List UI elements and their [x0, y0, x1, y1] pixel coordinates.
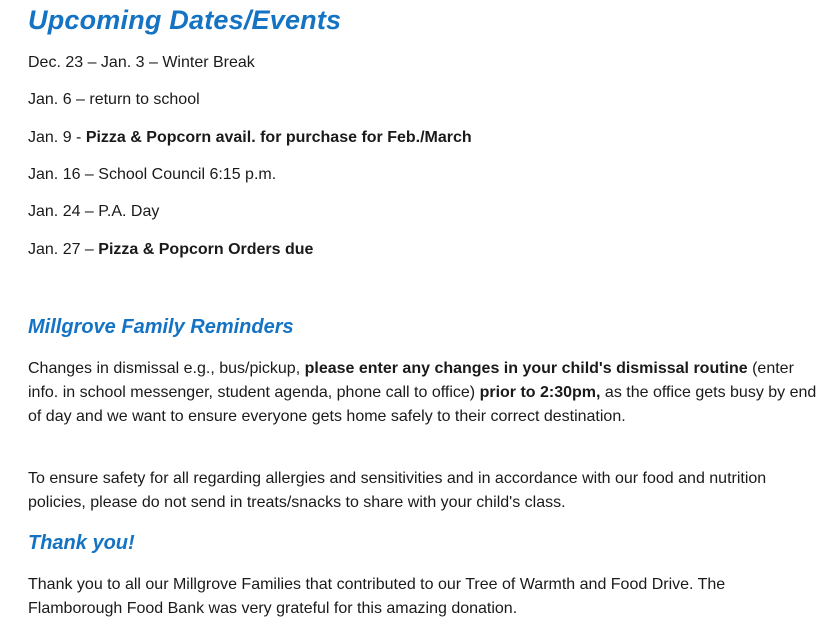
- event-date: Jan. 27 –: [28, 241, 99, 258]
- thank-you-title: Thank you!: [28, 532, 135, 554]
- event-date: Jan. 16 –: [28, 166, 99, 183]
- thank-you-paragraph: Thank you to all our Millgrove Families that contributed to our Tree of Warmth and Food Drive. The Flamborough Food Bank was very grateful for this amazing donation.: [28, 576, 726, 617]
- event-date: Jan. 6 –: [28, 91, 90, 108]
- event-item: [28, 53, 255, 73]
- dismissal-text-2: (enter info. in school messenger, student agenda, phone call to office): [28, 360, 794, 401]
- event-date: Jan. 9 -: [28, 129, 86, 146]
- event-text: Winter Break: [162, 54, 255, 71]
- event-text: School Council 6:15 p.m.: [98, 166, 277, 183]
- dismissal-bold-2: prior to 2:30pm,: [479, 384, 601, 401]
- upcoming-events-title: Upcoming Dates/Events: [28, 5, 342, 35]
- event-date: Dec. 23 – Jan. 3 –: [28, 54, 163, 71]
- family-reminders-title: Millgrove Family Reminders: [28, 316, 294, 338]
- dismissal-bold-1: please enter any changes in your child's dismissal routine: [304, 360, 748, 377]
- allergies-paragraph: To ensure safety for all regarding allergies and sensitivities and in accordance with our food and nutrition policies, please do not send in treats/snacks to share with your child's class.: [28, 470, 767, 511]
- dismissal-text-3: as the office gets busy by end of day and we want to ensure everyone gets home safely to their correct destination.: [28, 384, 817, 425]
- event-bold-text: Pizza & Popcorn avail. for purchase for Feb./March: [85, 129, 472, 146]
- dismissal-text-1: Changes in dismissal e.g., bus/pickup,: [28, 360, 305, 377]
- event-text: return to school: [89, 91, 200, 108]
- dismissal-paragraph: [28, 357, 818, 429]
- event-item: [28, 240, 313, 260]
- event-item: [28, 202, 159, 222]
- event-date: Jan. 24 –: [28, 203, 99, 220]
- event-item: [28, 165, 276, 185]
- event-text: P.A. Day: [98, 203, 160, 220]
- event-item: [28, 128, 472, 148]
- event-item: [28, 90, 200, 110]
- event-bold-text: Pizza & Popcorn Orders due: [98, 241, 314, 258]
